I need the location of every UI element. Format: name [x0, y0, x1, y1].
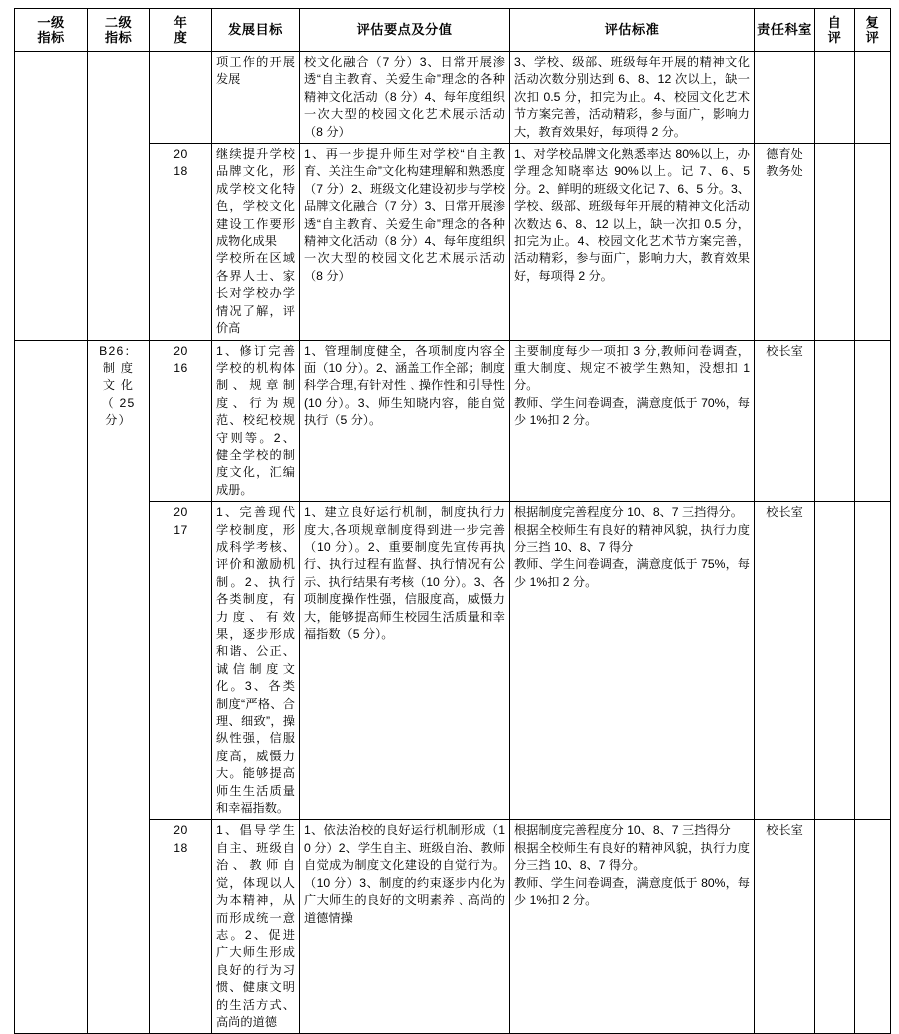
- cell-year-line2: 16: [173, 360, 188, 375]
- evaluation-table: [14, 8, 891, 1034]
- cell-development-goal: [212, 144, 300, 340]
- level2-line-2: 制 度: [102, 360, 135, 375]
- cell-year-line2: 18: [173, 164, 188, 179]
- cell-responsible-dept: [755, 52, 815, 144]
- level2-line-5: 分）: [105, 413, 132, 428]
- cell-year-line1: 20: [173, 147, 188, 162]
- dept-line-1: 校长室: [766, 823, 803, 838]
- dept-line-2: 教务处: [766, 164, 803, 179]
- cell-year: [150, 340, 212, 502]
- goal-paragraph-1: 继续提升学校品牌文化，形成学校文化特色，学校文化建设工作要形成物化成果: [216, 147, 295, 249]
- dept-line-1: 校长室: [766, 505, 803, 520]
- cell-year-line2: 18: [173, 840, 188, 855]
- cell-assessment-standard: 1、对学校品牌文化熟悉率达 80%以上，办学理念知晓率达 90%以上。记 7、6、5 分。2、鲜明的班级文化记 7、6、5 分。3、学校、级部、班级每年开展的精神文化活动次数达 6、8、12 以上，缺一次扣 0.5 分，扣完为止。4、校园文化艺术节方案完善，活动精彩，参与面广，影响力大，教育效果好，每项得 2 分。: [510, 144, 755, 340]
- header-assessment-standard: 评估标准: [510, 9, 755, 52]
- header-assessment-points: 评估要点及分值: [300, 9, 510, 52]
- cell-self-review[interactable]: [815, 144, 855, 340]
- header-development-goal: 发展目标: [212, 9, 300, 52]
- dept-line-1: 校长室: [766, 343, 803, 358]
- header-level2-line1: 二级: [104, 15, 133, 30]
- cell-assessment-standard: [510, 340, 755, 502]
- cell-self-review[interactable]: [815, 52, 855, 144]
- cell-re-review[interactable]: [855, 144, 891, 340]
- header-re-review-line1: 复: [865, 15, 880, 30]
- header-level1-line1: 一级: [37, 15, 65, 30]
- cell-self-review[interactable]: [815, 340, 855, 502]
- cell-assessment-standard: [510, 502, 755, 820]
- cell-re-review[interactable]: [855, 340, 891, 502]
- standard-paragraph-3: 教师、学生问卷调查，满意度低于 80%，每少 1%扣 2 分。: [514, 875, 750, 908]
- table-row: [15, 340, 891, 502]
- standard-paragraph-2: 根据全校师生有良好的精神风貌，执行力度分三挡 10、8、7 得分。: [514, 840, 750, 873]
- cell-level1: [15, 340, 88, 1034]
- goal-paragraph-2: 学校所在区域各界人士、家长对学校办学情况了解，评价高: [216, 251, 295, 336]
- header-re-review-line2: 评: [865, 30, 880, 45]
- dept-line-1: 德育处: [766, 147, 803, 162]
- standard-paragraph-1: 根据制度完善程度分 10、8、7 三挡得分。: [514, 505, 743, 520]
- cell-assessment-points: 1、建立良好运行机制，制度执行力度大,各项规章制度得到进一步完善（10 分）。2、重要制度先宣传再执行、执行过程有监督、执行情况有公示、执行结果有考核（10 分）。3、各项制度操作性强，信服度高，威慑力大，能够提高师生校园生活质量和幸福指数（5 分）。: [300, 502, 510, 820]
- cell-self-review[interactable]: [815, 820, 855, 1034]
- cell-development-goal: 1、完善现代学校制度，形成科学考核、评价和激励机制。2、执行各类制度，有力度、有效果，逐步形成和谐、公正、诚信制度文化。3、各类制度“严格、合理、细致”，操纵性强，信服度高，威慑力大。能够提高师生生活质量和幸福指数。: [212, 502, 300, 820]
- cell-development-goal: 1、倡导学生自主、班级自治、教师自觉，体现以人为本精神，从而形成统一意志。2、促进广大师生形成良好的行为习惯、健康文明的生活方式、高尚的道德: [212, 820, 300, 1034]
- standard-paragraph-1: 根据制度完善程度分 10、8、7 三挡得分: [514, 823, 731, 838]
- level2-line-1: B26：: [99, 343, 138, 358]
- cell-year: [150, 502, 212, 820]
- header-level2-line2: 指标: [104, 30, 133, 45]
- cell-responsible-dept: [755, 502, 815, 820]
- table-row: [15, 52, 891, 144]
- cell-assessment-points: 校文化融合（7 分）3、日常开展渗透“自主教育、关爱生命”理念的各种精神文化活动（8 分）4、每年度组织一次大型的校园文化艺术展示活动（8 分）: [300, 52, 510, 144]
- cell-year: [150, 820, 212, 1034]
- level2-line-3: 文 化: [102, 378, 135, 393]
- cell-year: [150, 52, 212, 144]
- header-responsible-dept: 责任科室: [755, 9, 815, 52]
- cell-assessment-points: 1、管理制度健全，各项制度内容全面（10 分）。2、涵盖工作全部；制度科学合理,有针对性﹑操作性和引导性(10 分）。3、师生知晓内容，能自觉执行（5 分）。: [300, 340, 510, 502]
- header-year-line1: 年: [173, 15, 188, 30]
- cell-assessment-points: 1、依法治校的良好运行机制形成（10 分）2、学生自主、班级自治、教师自觉成为制度文化建设的自觉行为。（10 分）3、制度的约束逐步内化为广大师生的良好的文明素养﹑高尚的道德情操: [300, 820, 510, 1034]
- cell-responsible-dept: [755, 144, 815, 340]
- header-level2: [88, 9, 150, 52]
- standard-paragraph-3: 教师、学生问卷调查，满意度低于 75%，每少 1%扣 2 分。: [514, 557, 750, 589]
- cell-re-review[interactable]: [855, 52, 891, 144]
- header-re-review: [855, 9, 891, 52]
- cell-level1: [15, 52, 88, 341]
- standard-paragraph-2: 根据全校师生有良好的精神风貌，执行力度分三挡 10、8、7 得分: [514, 522, 750, 554]
- header-self-review: [815, 9, 855, 52]
- header-year-line2: 度: [173, 30, 188, 45]
- cell-assessment-standard: [510, 820, 755, 1034]
- header-year: [150, 9, 212, 52]
- cell-re-review[interactable]: [855, 502, 891, 820]
- cell-self-review[interactable]: [815, 502, 855, 820]
- cell-responsible-dept: [755, 820, 815, 1034]
- standard-paragraph-1: 主要制度每少一项扣 3 分,教师问卷调查，重大制度、规定不被学生熟知，没想扣 1 分。: [514, 343, 750, 393]
- table-header-row: [15, 9, 891, 52]
- cell-development-goal: 1、修订完善学校的机构体制、规章制度、行为规范、校纪校规守则等。2、健全学校的制度文化，汇编成册。: [212, 340, 300, 502]
- header-self-review-line1: 自: [827, 15, 842, 30]
- cell-year-line1: 20: [173, 343, 188, 358]
- cell-level2: [88, 52, 150, 341]
- level2-line-4: （ 25: [101, 395, 136, 410]
- cell-responsible-dept: [755, 340, 815, 502]
- cell-re-review[interactable]: [855, 820, 891, 1034]
- cell-assessment-standard: 3、学校、级部、班级每年开展的精神文化活动次数分别达到 6、8、12 次以上，缺一次扣 0.5 分，扣完为止。4、校园文化艺术节方案完善，活动精彩，参与面广，影响力大，教育效果好，每项得 2 分。: [510, 52, 755, 144]
- cell-level2: [88, 340, 150, 1034]
- standard-paragraph-2: 教师、学生问卷调查，满意度低于 70%，每少 1%扣 2 分。: [514, 395, 750, 428]
- header-level1-line2: 指标: [37, 30, 65, 45]
- cell-development-goal: 项工作的开展发展: [212, 52, 300, 144]
- cell-year: [150, 144, 212, 340]
- header-self-review-line2: 评: [827, 30, 842, 45]
- cell-year-line2: 17: [173, 522, 188, 537]
- cell-assessment-points: 1、再一步提升师生对学校“自主教育、关注生命”文化构建理解和熟悉度（7 分）2、班级文化建设初步与学校品牌文化融合（7 分）3、日常开展渗透“自主教育、关爱生命”理念的各种精神文化活动（8 分）4、每年度组织一次大型的校园文化艺术展示活动（8 分）: [300, 144, 510, 340]
- cell-year-line1: 20: [173, 505, 188, 520]
- header-level1: [15, 9, 88, 52]
- cell-year-line1: 20: [173, 823, 188, 838]
